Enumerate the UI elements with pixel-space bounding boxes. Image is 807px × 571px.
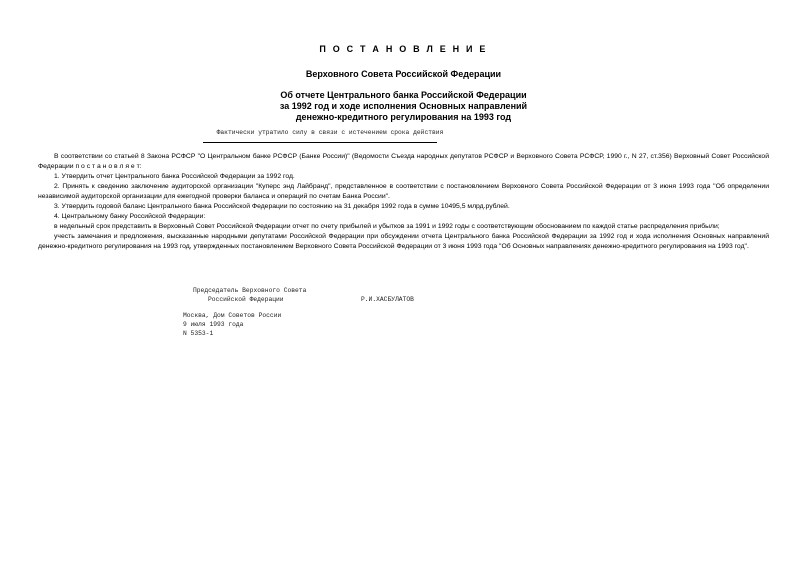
clause-1: 1. Утвердить отчет Центрального банка Российской Федерации за 1992 год.: [54, 173, 295, 180]
signing-place: Москва, Дом Советов России: [183, 312, 282, 319]
subject-heading-line-2: за 1992 год и ходе исполнения Основных направлений: [279, 101, 528, 111]
clause-4-item-2: учесть замечания и предложения, высказанные народными депутатами Российской Федерации при обсуждении отчета Центрального банка Российской Федерации за 1992 год и хода исполнения Основных направлений денежно-кредитного регулирования на 1993 год, утвержденных постановлением Верховного Совета Российской Федерации от 3 июня 1993 года "Об Основных направлениях денежно-кредитного регулирования на 1993 год".: [38, 233, 769, 250]
subject-heading-line-3: денежно-кредитного регулирования на 1993 год: [295, 112, 512, 122]
document-number: N 5353-1: [183, 330, 214, 337]
clause-2: 2. Принять к сведению заключение аудиторской организации "Куперс энд Лайбранд", представленное в соответствии с постановлением Верховного Совета Российской Федерации от 3 июня 1993 года "Об определении независимой аудиторской организации для ежегодной проверки баланса и операций по счетам Банка России".: [38, 183, 769, 200]
subject-heading-line-1: Об отчете Центрального банка Российской Федерации: [280, 90, 527, 100]
preamble-paragraph: В соответствии со статьей 8 Закона РСФСР "О Центральном банке РСФСР (Банке России)" (Ведомости Съезда народных депутатов РСФСР и Верховного Совета РСФСР, 1990 г., N 27, ст.356) Верховный Совет Российской Федерации п о с т а н о в л я е т:: [38, 153, 769, 170]
signing-date: 9 июля 1993 года: [183, 321, 244, 328]
signatory-name: Р.И.ХАСБУЛАТОВ: [361, 296, 414, 303]
issuer-heading: Верховного Совета Российской Федерации: [305, 69, 502, 79]
document-body: [38, 152, 769, 252]
divider-line: [203, 142, 437, 143]
clause-4: 4. Центральному банку Российской Федерации:: [54, 213, 206, 220]
document-type-title: П О С Т А Н О В Л Е Н И Е: [319, 44, 488, 54]
clause-3: 3. Утвердить годовой баланс Центрального банка Российской Федерации по состоянию на 31 декабря 1992 года в сумме 10495,5 млрд.рублей.: [54, 203, 510, 210]
status-note: Фактически утратило силу в связи с истечением срока действия: [216, 129, 444, 136]
signatory-position-line-2: Российской Федерации: [208, 296, 284, 303]
signatory-position-line-1: Председатель Верховного Совета: [193, 287, 307, 294]
clause-4-item-1: в недельный срок представить в Верховный Совет Российской Федерации отчет по счету прибылей и убытков за 1991 и 1992 годы с соответствующим обоснованием по каждой статье распределения прибыли;: [54, 223, 720, 230]
